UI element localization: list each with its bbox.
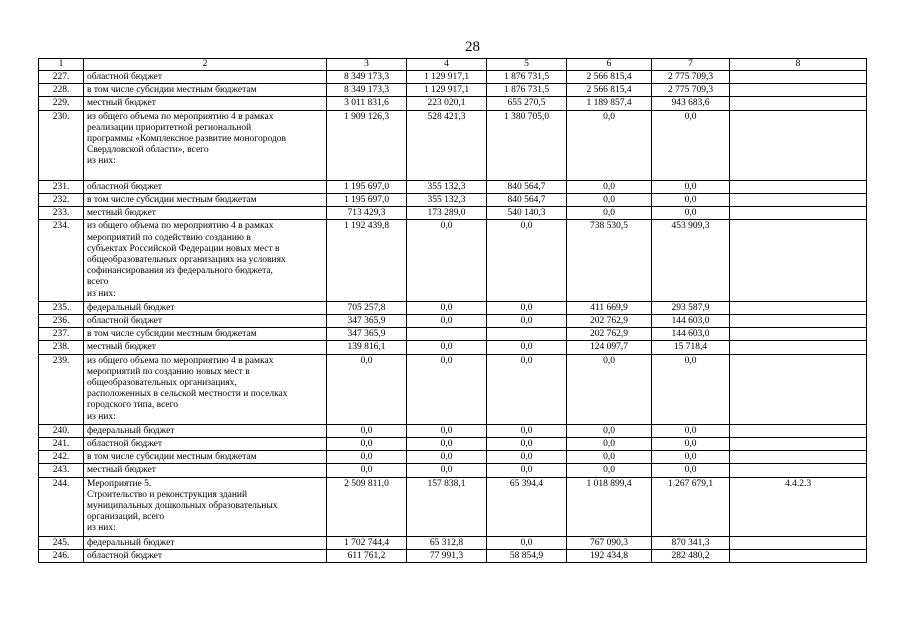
target-index-cell <box>730 549 867 562</box>
table-row <box>39 328 867 341</box>
row-description-cell: федеральный бюджет <box>84 301 327 314</box>
value-cell-col4: 0,0 <box>407 220 487 301</box>
value-cell-col5: 0,0 <box>487 464 567 477</box>
value-cell-col3: 0,0 <box>327 464 407 477</box>
table-row <box>39 180 867 193</box>
value-cell-col3: 139 816,1 <box>327 341 407 354</box>
table-row <box>39 315 867 328</box>
value-cell-col4: 0,0 <box>407 301 487 314</box>
row-number-cell: 241. <box>39 438 84 451</box>
value-cell-col4: 1 129 917,1 <box>407 71 487 84</box>
table-row <box>39 84 867 97</box>
value-cell-col7: 0,0 <box>652 194 730 207</box>
row-description-cell: областной бюджет <box>84 180 327 193</box>
row-number-cell: 227. <box>39 71 84 84</box>
value-cell-col4: 0,0 <box>407 438 487 451</box>
value-cell-col4: 528 421,3 <box>407 110 487 180</box>
value-cell-col3: 713 429,3 <box>327 207 407 220</box>
value-cell-col7: 144 603,0 <box>652 328 730 341</box>
value-cell-col6: 0,0 <box>567 464 652 477</box>
value-cell-col3: 1 702 744,4 <box>327 536 407 549</box>
column-header: 5 <box>487 59 567 71</box>
row-number-cell: 228. <box>39 84 84 97</box>
value-cell-col3: 347 365,9 <box>327 315 407 328</box>
value-cell-col7: 282 480,2 <box>652 549 730 562</box>
table-row <box>39 354 867 424</box>
target-index-cell <box>730 71 867 84</box>
value-cell-col7: 0,0 <box>652 438 730 451</box>
row-description-cell: местный бюджет <box>84 341 327 354</box>
value-cell-col5: 65 394,4 <box>487 477 567 536</box>
table-row <box>39 341 867 354</box>
row-description-cell: Мероприятие 5. Строительство и реконструкция зданий муниципальных дошкольных образовательных организаций, всего из них: <box>84 477 327 536</box>
column-header: 4 <box>407 59 487 71</box>
value-cell-col3: 0,0 <box>327 354 407 424</box>
table-row <box>39 549 867 562</box>
value-cell-col6: 124 097,7 <box>567 341 652 354</box>
value-cell-col6: 202 762,9 <box>567 328 652 341</box>
value-cell-col3: 611 761,2 <box>327 549 407 562</box>
table-row <box>39 97 867 110</box>
value-cell-col4: 355 132,3 <box>407 180 487 193</box>
value-cell-col7: 144 603,0 <box>652 315 730 328</box>
value-cell-col3: 8 349 173,3 <box>327 71 407 84</box>
row-description-cell: в том числе субсидии местным бюджетам <box>84 194 327 207</box>
row-description-cell: федеральный бюджет <box>84 424 327 437</box>
row-number-cell: 236. <box>39 315 84 328</box>
value-cell-col3: 0,0 <box>327 438 407 451</box>
value-cell-col7: 1 267 679,1 <box>652 477 730 536</box>
row-number-cell: 230. <box>39 110 84 180</box>
table-row <box>39 438 867 451</box>
target-index-cell <box>730 315 867 328</box>
value-cell-col4: 1 129 917,1 <box>407 84 487 97</box>
target-index-cell <box>730 110 867 180</box>
row-description-cell: областной бюджет <box>84 71 327 84</box>
table-row <box>39 110 867 180</box>
value-cell-col5: 1 876 731,5 <box>487 71 567 84</box>
value-cell-col5: 0,0 <box>487 451 567 464</box>
value-cell-col6: 0,0 <box>567 424 652 437</box>
table-row <box>39 464 867 477</box>
value-cell-col7: 0,0 <box>652 464 730 477</box>
target-index-cell <box>730 220 867 301</box>
table-header-row <box>39 59 867 71</box>
value-cell-col3: 1 195 697,0 <box>327 180 407 193</box>
target-index-cell <box>730 438 867 451</box>
target-index-cell <box>730 84 867 97</box>
value-cell-col7: 943 683,6 <box>652 97 730 110</box>
table-row <box>39 424 867 437</box>
budget-table <box>38 58 867 563</box>
value-cell-col3: 347 365,9 <box>327 328 407 341</box>
row-number-cell: 246. <box>39 549 84 562</box>
value-cell-col3: 8 349 173,3 <box>327 84 407 97</box>
row-description-cell: федеральный бюджет <box>84 536 327 549</box>
row-description-cell: в том числе субсидии местным бюджетам <box>84 328 327 341</box>
row-number-cell: 237. <box>39 328 84 341</box>
value-cell-col5: 655 270,5 <box>487 97 567 110</box>
target-index-cell <box>730 536 867 549</box>
value-cell-col6: 0,0 <box>567 354 652 424</box>
value-cell-col4: 0,0 <box>407 341 487 354</box>
value-cell-col5: 840 564,7 <box>487 180 567 193</box>
table-row <box>39 207 867 220</box>
value-cell-col4: 77 991,3 <box>407 549 487 562</box>
target-index-cell: 4.4.2.3 <box>730 477 867 536</box>
row-description-cell: в том числе субсидии местным бюджетам <box>84 451 327 464</box>
value-cell-col5: 540 140,3 <box>487 207 567 220</box>
target-index-cell <box>730 464 867 477</box>
value-cell-col7: 15 718,4 <box>652 341 730 354</box>
value-cell-col7: 0,0 <box>652 110 730 180</box>
table-row <box>39 451 867 464</box>
value-cell-col5: 0,0 <box>487 341 567 354</box>
row-number-cell: 235. <box>39 301 84 314</box>
value-cell-col6: 2 566 815,4 <box>567 71 652 84</box>
value-cell-col5: 0,0 <box>487 536 567 549</box>
value-cell-col7: 0,0 <box>652 207 730 220</box>
column-header: 6 <box>567 59 652 71</box>
table-row <box>39 71 867 84</box>
value-cell-col6: 1 018 899,4 <box>567 477 652 536</box>
value-cell-col7: 0,0 <box>652 451 730 464</box>
value-cell-col6: 0,0 <box>567 180 652 193</box>
value-cell-col4: 0,0 <box>407 424 487 437</box>
value-cell-col6: 1 189 857,4 <box>567 97 652 110</box>
value-cell-col7: 2 775 709,3 <box>652 71 730 84</box>
value-cell-col7: 0,0 <box>652 180 730 193</box>
value-cell-col5: 0,0 <box>487 354 567 424</box>
target-index-cell <box>730 194 867 207</box>
row-description-cell: областной бюджет <box>84 549 327 562</box>
value-cell-col6: 738 530,5 <box>567 220 652 301</box>
table-row <box>39 220 867 301</box>
row-number-cell: 238. <box>39 341 84 354</box>
table-body <box>39 71 867 563</box>
row-number-cell: 229. <box>39 97 84 110</box>
row-description-cell: областной бюджет <box>84 438 327 451</box>
table-row <box>39 194 867 207</box>
value-cell-col4: 355 132,3 <box>407 194 487 207</box>
column-header: 2 <box>84 59 327 71</box>
value-cell-col6: 0,0 <box>567 207 652 220</box>
value-cell-col5: 0,0 <box>487 438 567 451</box>
value-cell-col3: 0,0 <box>327 451 407 464</box>
target-index-cell <box>730 328 867 341</box>
value-cell-col5: 0,0 <box>487 301 567 314</box>
value-cell-col4: 157 838,1 <box>407 477 487 536</box>
value-cell-col4 <box>407 328 487 341</box>
target-index-cell <box>730 354 867 424</box>
row-number-cell: 233. <box>39 207 84 220</box>
value-cell-col3: 2 509 811,0 <box>327 477 407 536</box>
row-description-cell: местный бюджет <box>84 97 327 110</box>
target-index-cell <box>730 97 867 110</box>
value-cell-col3: 705 257,8 <box>327 301 407 314</box>
value-cell-col6: 0,0 <box>567 451 652 464</box>
row-number-cell: 244. <box>39 477 84 536</box>
value-cell-col5: 840 564,7 <box>487 194 567 207</box>
value-cell-col6: 192 434,8 <box>567 549 652 562</box>
value-cell-col3: 1 192 439,8 <box>327 220 407 301</box>
row-description-cell: из общего объема по мероприятию 4 в рамках реализации приоритетной региональной программы «Комплексное развитие моногородов Свердловской области», всего из них: <box>84 110 327 180</box>
value-cell-col5: 58 854,9 <box>487 549 567 562</box>
target-index-cell <box>730 424 867 437</box>
value-cell-col4: 0,0 <box>407 464 487 477</box>
value-cell-col5 <box>487 328 567 341</box>
row-description-cell: из общего объема по мероприятию 4 в рамках мероприятий по содействию созданию в субъектах Российской Федерации новых мест в общеобразовательных организациях на условиях софинансирования из федерального бюджета, всего из них: <box>84 220 327 301</box>
target-index-cell <box>730 301 867 314</box>
row-number-cell: 234. <box>39 220 84 301</box>
value-cell-col6: 0,0 <box>567 194 652 207</box>
column-header: 8 <box>730 59 867 71</box>
value-cell-col6: 202 762,9 <box>567 315 652 328</box>
value-cell-col7: 453 909,3 <box>652 220 730 301</box>
value-cell-col6: 0,0 <box>567 438 652 451</box>
table-row <box>39 477 867 536</box>
row-description-cell: областной бюджет <box>84 315 327 328</box>
target-index-cell <box>730 180 867 193</box>
column-header: 1 <box>39 59 84 71</box>
value-cell-col6: 2 566 815,4 <box>567 84 652 97</box>
row-description-cell: местный бюджет <box>84 207 327 220</box>
value-cell-col6: 411 669,9 <box>567 301 652 314</box>
value-cell-col5: 0,0 <box>487 424 567 437</box>
value-cell-col7: 0,0 <box>652 354 730 424</box>
value-cell-col3: 3 011 831,6 <box>327 97 407 110</box>
value-cell-col4: 0,0 <box>407 451 487 464</box>
value-cell-col3: 0,0 <box>327 424 407 437</box>
target-index-cell <box>730 207 867 220</box>
row-number-cell: 240. <box>39 424 84 437</box>
value-cell-col5: 1 876 731,5 <box>487 84 567 97</box>
row-description-cell: из общего объема по мероприятию 4 в рамках мероприятий по созданию новых мест в общеобразовательных организациях, расположенных в сельской местности и поселках городского типа, всего из них: <box>84 354 327 424</box>
value-cell-col4: 223 020,1 <box>407 97 487 110</box>
value-cell-col7: 870 341,3 <box>652 536 730 549</box>
budget-table-sheet <box>38 58 867 563</box>
row-number-cell: 245. <box>39 536 84 549</box>
target-index-cell <box>730 341 867 354</box>
column-header: 3 <box>327 59 407 71</box>
row-number-cell: 231. <box>39 180 84 193</box>
row-number-cell: 232. <box>39 194 84 207</box>
target-index-cell <box>730 451 867 464</box>
value-cell-col5: 0,0 <box>487 220 567 301</box>
value-cell-col5: 1 380 705,0 <box>487 110 567 180</box>
page-number: 28 <box>465 39 480 55</box>
column-header: 7 <box>652 59 730 71</box>
row-number-cell: 239. <box>39 354 84 424</box>
value-cell-col7: 0,0 <box>652 424 730 437</box>
row-description-cell: местный бюджет <box>84 464 327 477</box>
row-number-cell: 242. <box>39 451 84 464</box>
value-cell-col7: 2 775 709,3 <box>652 84 730 97</box>
value-cell-col7: 293 587,9 <box>652 301 730 314</box>
row-number-cell: 243. <box>39 464 84 477</box>
value-cell-col4: 0,0 <box>407 315 487 328</box>
value-cell-col6: 0,0 <box>567 110 652 180</box>
table-row <box>39 536 867 549</box>
value-cell-col6: 767 090,3 <box>567 536 652 549</box>
row-description-cell: в том числе субсидии местным бюджетам <box>84 84 327 97</box>
value-cell-col3: 1 195 697,0 <box>327 194 407 207</box>
value-cell-col4: 65 312,8 <box>407 536 487 549</box>
value-cell-col3: 1 909 126,3 <box>327 110 407 180</box>
value-cell-col5: 0,0 <box>487 315 567 328</box>
table-row <box>39 301 867 314</box>
value-cell-col4: 0,0 <box>407 354 487 424</box>
value-cell-col4: 173 289,0 <box>407 207 487 220</box>
